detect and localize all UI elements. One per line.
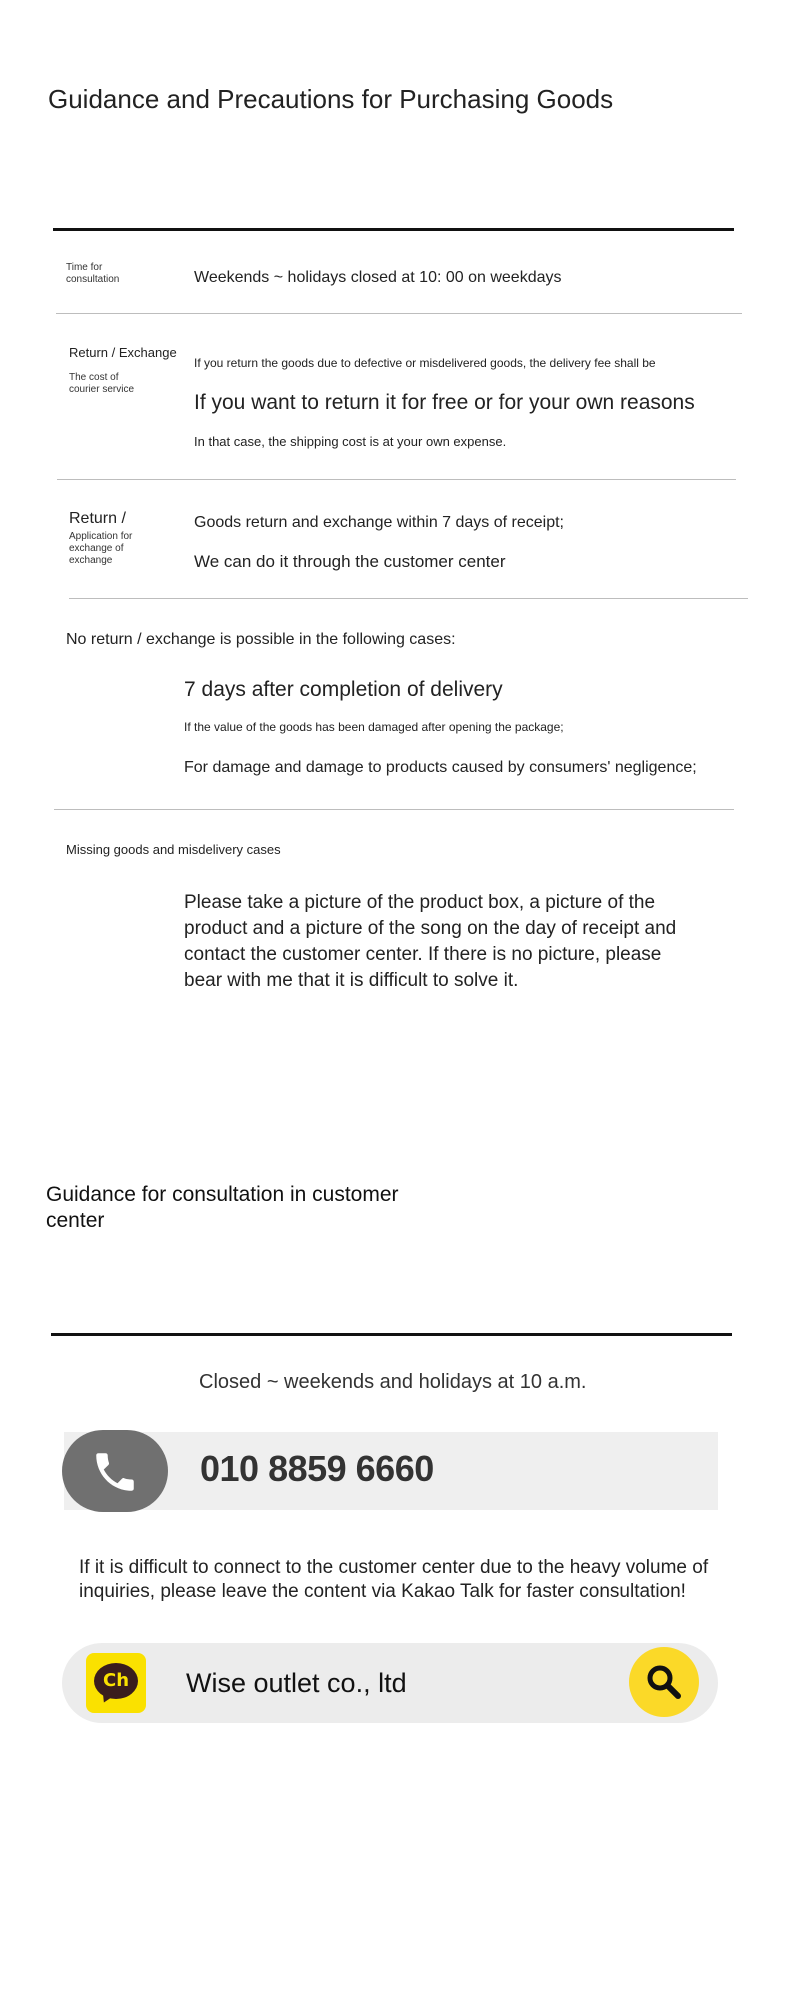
row-divider [56, 313, 742, 314]
no-return-item: For damage and damage to products caused by consumers' negligence; [184, 759, 697, 776]
kakao-logo-text: Ch [94, 1663, 138, 1699]
page-title: Guidance and Precautions for Purchasing Goods [48, 84, 614, 114]
consultation-time-label: Time for consultation [66, 262, 120, 285]
free-return-text: If you want to return it for free or for your own reasons [194, 391, 695, 414]
return-application-label: Return / [69, 510, 126, 527]
return-within-7-days-text: Goods return and exchange within 7 days of receipt; [194, 514, 564, 531]
missing-goods-heading: Missing goods and misdelivery cases [66, 842, 281, 857]
section-divider-thick [51, 1333, 732, 1336]
exchange-application-sublabel: Application for exchange of exchange [69, 531, 133, 566]
defective-return-text: If you return the goods due to defective or misdelivered goods, the delivery fee shall be [194, 356, 656, 370]
row-divider [57, 479, 736, 480]
return-exchange-label: Return / Exchange [69, 345, 177, 360]
phone-icon[interactable] [62, 1430, 168, 1512]
no-return-heading: No return / exchange is possible in the following cases: [66, 631, 456, 648]
phone-number[interactable]: 010 8859 6660 [200, 1448, 434, 1489]
consultation-hours: Closed ~ weekends and holidays at 10 a.m. [199, 1371, 587, 1393]
row-divider [54, 809, 734, 810]
kakao-notice: If it is difficult to connect to the customer center due to the heavy volume of inquiries, please leave the content via Kakao Talk for faster consultation! [79, 1557, 709, 1602]
section-divider-thick [53, 228, 734, 231]
consultation-title: Guidance for consultation in customer center [46, 1183, 399, 1232]
no-return-item: If the value of the goods has been damaged after opening the package; [184, 720, 564, 734]
no-return-item: 7 days after completion of delivery [184, 678, 503, 701]
kakao-channel-logo[interactable] [86, 1653, 146, 1713]
courier-cost-sublabel: The cost of courier service [69, 372, 135, 395]
search-icon[interactable] [629, 1647, 699, 1717]
shipping-cost-text: In that case, the shipping cost is at your own expense. [194, 434, 507, 449]
consultation-time-value: Weekends ~ holidays closed at 10: 00 on weekdays [194, 269, 562, 286]
customer-center-text: We can do it through the customer center [194, 552, 506, 571]
missing-goods-text: Please take a picture of the product box, a picture of the product and a picture of the song on the day of receipt and contact the customer center. If there is no picture, please bear with me that it is difficult to solve it. [184, 892, 677, 991]
row-divider [69, 598, 748, 599]
kakao-channel-name[interactable]: Wise outlet co., ltd [186, 1668, 407, 1698]
